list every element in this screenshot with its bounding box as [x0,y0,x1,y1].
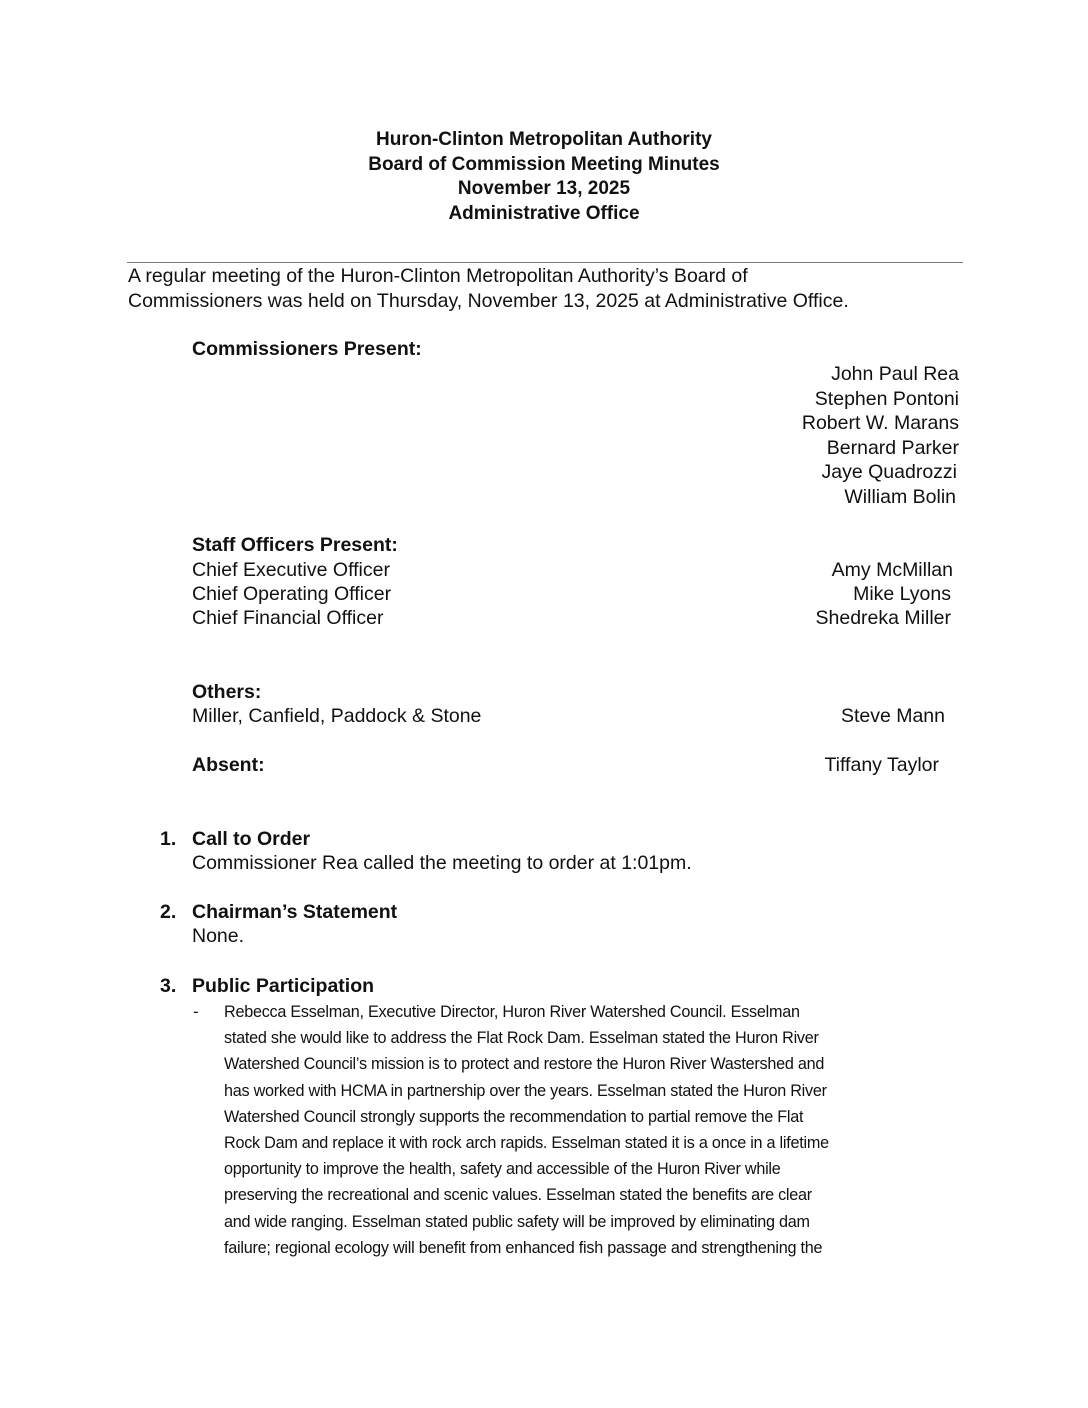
paragraph-line: stated she would like to address the Flat Rock Dam. Esselman stated the Huron River [224,1029,819,1048]
document-header [0,128,1088,226]
commissioner-name: Stephen Pontoni [814,387,959,410]
staff-name: Shedreka Miller [815,607,951,629]
paragraph-line: Watershed Council strongly supports the recommendation to partial remove the Flat [224,1107,804,1126]
paragraph-line: and wide ranging. Esselman stated public safety will be improved by eliminating dam [224,1212,810,1231]
others-organization: Miller, Canfield, Paddock & Stone [192,705,482,727]
staff-name: Amy McMillan [831,559,953,581]
absent-label: Absent: [192,754,265,776]
agenda-item-number: 3. [160,975,177,997]
agenda-item-number: 1. [160,828,177,850]
paragraph-line: Rock Dam and replace it with rock arch rapids. Esselman stated it is a once in a lifetime [224,1134,829,1153]
agenda-item-title: Chairman’s Statement [192,901,398,923]
commissioner-name: Jaye Quadrozzi [821,461,957,483]
absent-name: Tiffany Taylor [824,754,939,776]
bullet-dash: - [193,1002,199,1021]
staff-role: Chief Financial Officer [192,607,384,629]
document-title: Board of Commission Meeting Minutes [368,153,720,175]
commissioner-name: John Paul Rea [831,363,959,385]
header-divider [127,262,963,263]
commissioner-name: Bernard Parker [826,436,959,459]
paragraph-line: Rebecca Esselman, Executive Director, Huron River Watershed Council. Esselman [224,1003,800,1021]
paragraph-line: failure; regional ecology will benefit from enhanced fish passage and strengthening the [224,1238,823,1257]
others-label: Others: [192,681,262,703]
paragraph-line: Watershed Council’s mission is to protect and restore the Huron River Wastershed and [224,1055,825,1074]
agenda-item-number: 2. [160,901,177,923]
intro-line: A regular meeting of the Huron-Clinton Metropolitan Authority’s Board of [128,265,748,287]
commissioners-list [802,362,959,509]
paragraph-line: has worked with HCMA in partnership over the years. Esselman stated the Huron River [224,1081,827,1100]
meeting-date: November 13, 2025 [457,178,631,199]
paragraph-line: preserving the recreational and scenic values. Esselman stated the benefits are clear [224,1186,812,1205]
staff-name: Mike Lyons [853,583,951,605]
staff-label: Staff Officers Present: [192,534,398,556]
agenda-item-title: Call to Order [192,828,311,850]
staff-role: Chief Executive Officer [192,559,390,581]
agenda-item-body: None. [192,925,245,947]
public-comment-paragraph [224,999,829,1261]
paragraph-line: opportunity to improve the health, safety and accessible of the Huron River while [224,1160,781,1179]
meeting-location: Administrative Office [448,202,640,224]
agenda-item-title: Public Participation [192,975,375,997]
staff-role: Chief Operating Officer [192,583,392,605]
commissioner-name: Robert W. Marans [801,412,959,434]
intro-line: Commissioners was held on Thursday, November 13, 2025 at Administrative Office. [128,289,849,312]
commissioners-label: Commissioners Present: [192,338,422,360]
agenda-item-body: Commissioner Rea called the meeting to order at 1:01pm. [192,852,692,874]
intro-paragraph [128,264,849,313]
others-name: Steve Mann [840,705,945,727]
commissioner-name: William Bolin [844,485,956,508]
organization-name: Huron-Clinton Metropolitan Authority [376,129,712,150]
